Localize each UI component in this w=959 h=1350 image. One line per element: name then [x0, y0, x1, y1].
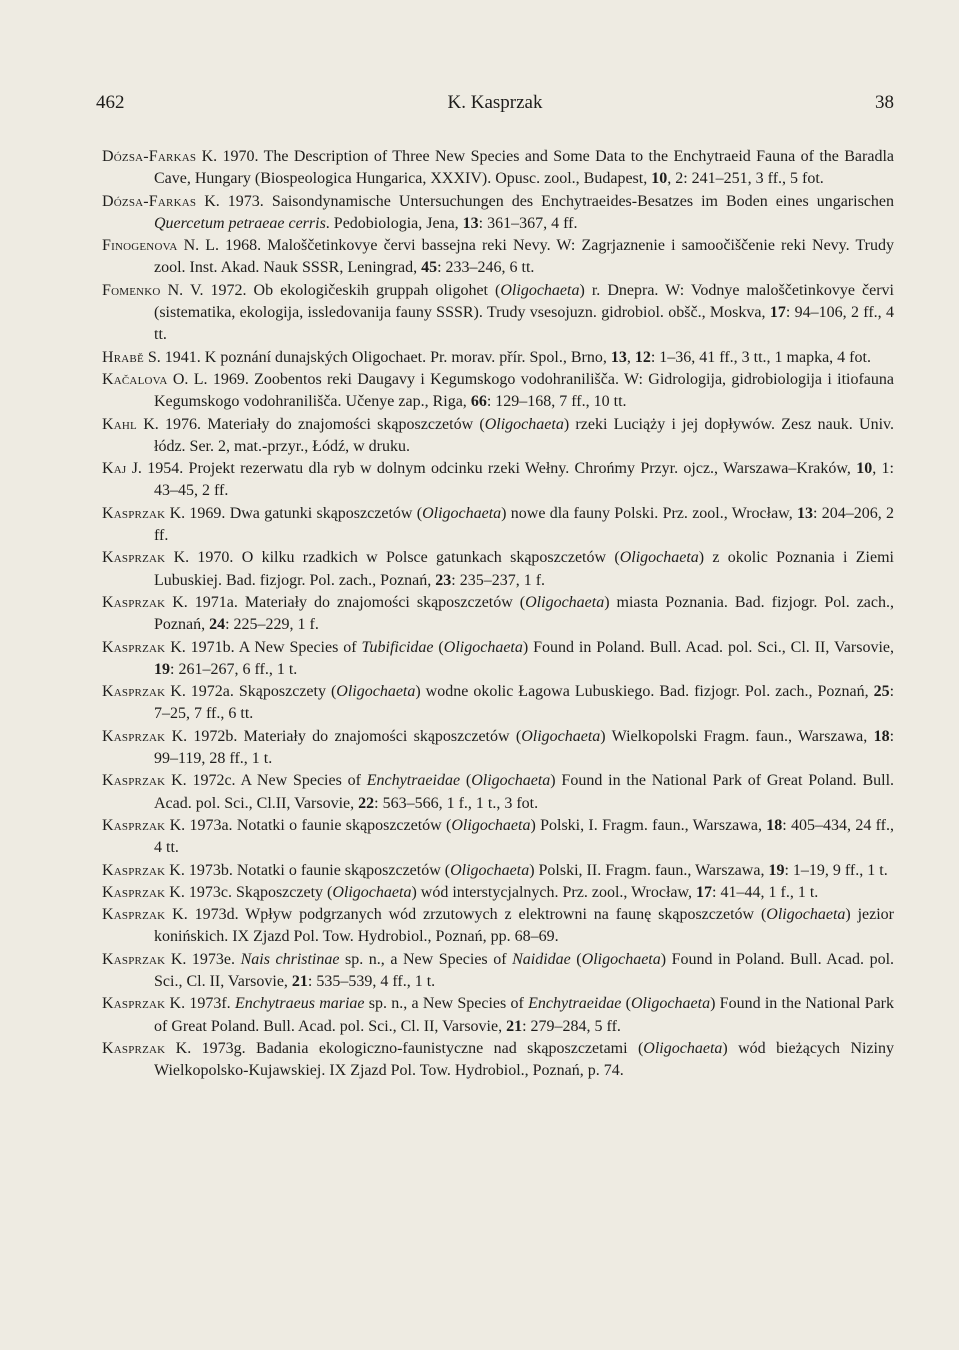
reference-author: Kasprzak [102, 995, 166, 1013]
reference-text: ) rzeki Luciąży i jej dopływów. Zesz nauk. Univ. łódz. Ser. 2, mat.-przyr., Łódź, w druku. [154, 415, 894, 455]
reference-entry [102, 235, 894, 280]
reference-text: J. 1954. Projekt rezerwatu dla ryb w dolnym odcinku rzeki Wełny. Chrońmy Przyr. ojcz., Warszawa–Kraków, [126, 460, 857, 478]
reference-text: K. 1972a. Skąposzczety ( [165, 683, 337, 701]
reference-text: : 361–367, 4 ff. [478, 214, 578, 232]
running-head-author: K. Kasprzak [447, 92, 543, 113]
reference-text: ) miasta Poznania. Bad. fizjogr. Pol. zach., Poznań, [154, 593, 894, 634]
reference-text: ( [621, 995, 631, 1013]
reference-entry [102, 681, 894, 726]
reference-author: Fomenko [102, 281, 161, 299]
italic-text: Oligochaeta [643, 1039, 723, 1057]
reference-author: Kasprzak [102, 950, 166, 968]
reference-author: Dózsa-Farkas [102, 148, 197, 165]
italic-text: Enchytraeidae [366, 772, 461, 790]
reference-text: N. V. 1972. Ob ekologičeskih gruppah oligohet ( [160, 281, 501, 299]
bold-volume: 13 [610, 348, 627, 366]
reference-entry [102, 146, 894, 191]
reference-text: ) Found in the National Park of Great Poland. Bull. Acad. pol. Sci., Cl.II, Varsovie, [154, 772, 895, 812]
italic-text: Quercetum petraeae cerris [154, 214, 326, 232]
italic-text: Oligochaeta [332, 883, 412, 901]
reference-author: Finogenova [102, 237, 178, 255]
reference-text: ) z okolic Poznania i Ziemi Lubuskiej. Bad. fizjogr. Pol. zach., Poznań, [154, 549, 894, 589]
reference-list [0, 146, 959, 1082]
italic-text: Oligochaeta [471, 772, 551, 790]
reference-author: Kasprzak [102, 683, 166, 701]
reference-text: sp. n., a New Species of [364, 995, 529, 1013]
italic-text: Oligochaeta [336, 683, 416, 701]
italic-text: Naididae [512, 950, 571, 968]
reference-entry [102, 458, 894, 503]
reference-author: Kahl [102, 415, 137, 433]
reference-author: Dózsa-Farkas [102, 192, 197, 210]
reference-text: : 261–267, 6 ff., 1 t. [170, 660, 298, 678]
bold-volume: 21 [291, 972, 308, 990]
bold-volume: 22 [358, 794, 375, 812]
bold-volume: 18 [873, 727, 890, 745]
reference-text: N. L. 1968. Maloščetinkovye červi bassejna reki Nevy. W: Zagrjaznenie i samoočiščenie reki Nevy. Trudy zool. Inst. Akad. Nauk SSSR, Leningrad, [154, 237, 894, 277]
bold-volume: 17 [769, 304, 786, 322]
reference-text: ) Found in Poland. Bull. Acad. pol. Sci., Cl. II, Varsovie, [522, 638, 895, 656]
reference-text: ) Polski, II. Fragm. faun., Warszawa, [529, 861, 769, 879]
reference-text: : 225–229, 1 f. [225, 616, 319, 634]
italic-text: Enchytraeus mariae [234, 995, 365, 1013]
reference-text: ( [433, 638, 444, 656]
reference-text: ) Found in Poland. Bull. Acad. pol. Sci., Cl. II, Varsovie, [154, 950, 895, 990]
reference-text: K. 1971b. A New Species of [165, 638, 362, 656]
reference-author: Kaj [102, 460, 127, 478]
reference-text: K. 1970. O kilku rzadkich w Polsce gatunkach skąposzczetów ( [165, 549, 620, 567]
reference-text: , 1: 43–45, 2 ff. [154, 460, 894, 500]
reference-author: Kasprzak [102, 883, 166, 901]
italic-text: Oligochaeta [484, 415, 564, 433]
reference-text: ) jezior konińskich. IX Zjazd Pol. Tow. Hydrobiol., Poznań, pp. 68–69. [154, 906, 895, 946]
bold-volume: 10 [856, 460, 873, 478]
reference-entry [102, 592, 894, 637]
reference-text: K. 1971a. Materiały do znajomości skąposzczetów ( [165, 593, 526, 611]
italic-text: Oligochaeta [450, 861, 530, 879]
bold-volume: 13 [462, 214, 479, 232]
reference-text: : 279–284, 5 ff. [522, 1017, 621, 1035]
bold-volume: 25 [873, 683, 890, 701]
reference-entry [102, 860, 894, 882]
reference-text: K. 1972c. A New Species of [165, 772, 367, 790]
reference-entry [102, 949, 894, 994]
reference-text: K. 1973a. Notatki o faunie skąposzczetów ( [165, 816, 452, 834]
italic-text: Oligochaeta [521, 727, 601, 745]
bold-volume: 66 [470, 393, 487, 411]
reference-text: ( [570, 950, 582, 968]
reference-text: : 1–19, 9 ff., 1 t. [784, 861, 888, 879]
reference-text: K. 1973e. [165, 950, 241, 968]
reference-text: sp. n., a New Species of [339, 950, 513, 968]
italic-text: Tubificidae [361, 638, 434, 656]
running-header [96, 92, 894, 120]
reference-entry [102, 1038, 894, 1083]
reference-text: , [626, 348, 635, 366]
reference-text: : 204–206, 2 ff. [154, 504, 895, 545]
bold-volume: 17 [696, 883, 713, 901]
bold-volume: 45 [421, 259, 438, 277]
reference-text: K. 1973f. [165, 995, 235, 1013]
italic-text: Oligochaeta [443, 638, 523, 656]
reference-entry [102, 280, 894, 347]
reference-text: : 535–539, 4 ff., 1 t. [307, 972, 436, 990]
reference-entry [102, 815, 894, 860]
reference-text: ) Found in the National Park of Great Poland. Bull. Acad. pol. Sci., Cl. II, Varsovie, [154, 995, 895, 1035]
reference-text: ) wód interstycjalnych. Prz. zool., Wrocław, [411, 883, 697, 901]
reference-entry [102, 726, 894, 771]
reference-text: : 94–106, 2 ff., 4 tt. [154, 304, 895, 344]
reference-entry [102, 191, 894, 236]
italic-text: Oligochaeta [581, 950, 661, 968]
reference-text: K. 1973c. Skąposzczety ( [165, 883, 333, 901]
reference-text: ) wód bieżących Niziny Wielkopolsko-Kujawskiej. IX Zjazd Pol. Tow. Hydrobiol., Poznań, p. 74. [154, 1039, 894, 1080]
italic-text: Oligochaeta [451, 816, 531, 834]
reference-author: Kasprzak [102, 772, 166, 790]
reference-text: : 233–246, 6 tt. [437, 259, 535, 277]
reference-text: K. 1973. Saisondynamische Untersuchungen des Enchytraeides-Besatzes im Boden eines ungarischen [196, 192, 894, 210]
reference-entry [102, 414, 894, 459]
reference-text: K. 1969. Dwa gatunki skąposzczetów ( [165, 504, 423, 522]
italic-text: Oligochaeta [619, 549, 699, 567]
reference-text: O. L. 1969. Zoobentos reki Daugavy i Kegumskogo vodohranilišča. W: Gidrologija, gidrobiologija i itiofauna Kegumskogo vodohranilišča. Učenye zap., Riga, [154, 370, 894, 411]
section-number: 38 [875, 92, 894, 113]
reference-text: ) Polski, I. Fragm. faun., Warszawa, [530, 816, 767, 834]
reference-author: Kasprzak [102, 861, 166, 879]
bold-volume: 23 [435, 571, 452, 589]
reference-text: K. 1973d. Wpływ podgrzanych wód zrzutowych z elektrowni na faunę skąposzczetów ( [165, 906, 767, 924]
reference-author: Kasprzak [102, 638, 166, 656]
reference-text: : 99–119, 28 ff., 1 t. [154, 727, 895, 768]
italic-text: Enchytraeidae [528, 995, 622, 1013]
reference-entry [102, 770, 894, 815]
reference-author: Hrabě [102, 348, 144, 366]
reference-text: : 563–566, 1 f., 1 t., 3 fot. [374, 794, 539, 812]
reference-text: : 41–44, 1 f., 1 t. [712, 883, 819, 901]
reference-entry [102, 637, 894, 682]
reference-text: ) wodne okolic Łagowa Lubuskiego. Bad. fizjogr. Pol. zach., Poznań, [415, 683, 874, 701]
reference-entry [102, 882, 894, 904]
reference-text: K. 1973g. Badania ekologiczno-faunistyczne nad skąposzczetami ( [165, 1039, 644, 1057]
reference-text: K. 1976. Materiały do znajomości skąposzczetów ( [136, 415, 485, 433]
reference-entry [102, 904, 894, 949]
page-number: 462 [96, 92, 125, 113]
reference-author: Kasprzak [102, 816, 166, 834]
reference-author: Kačalova [102, 370, 168, 388]
reference-author: Kasprzak [102, 504, 166, 522]
reference-text: : 7–25, 7 ff., 6 tt. [154, 683, 895, 723]
italic-text: Oligochaeta [525, 593, 605, 611]
reference-text: . Pedobiologia, Jena, [325, 214, 463, 232]
bold-volume: 10 [651, 170, 668, 188]
reference-text: : 1–36, 41 ff., 3 tt., 1 mapka, 4 fot. [650, 348, 871, 366]
reference-text: K. 1973b. Notatki o faunie skąposzczetów ( [165, 861, 451, 879]
italic-text: Nais christinae [240, 950, 340, 968]
reference-text: ) r. Dnepra. W: Vodnye maloščetinkovye červi (sistematika, ekologija, issledovanija fauny SSSR). Trudy vsesojuzn. gidrobiol. obšč., Moskva, [154, 281, 895, 322]
bold-volume: 24 [209, 616, 226, 634]
reference-text: K. 1970. The Description of Three New Species and Some Data to the Enchytraeid Fauna of the Baradla Cave, Hungary (Biospeologica Hungarica, XXXIV). Opusc. zool., Budapest, [154, 148, 894, 188]
bold-volume: 19 [154, 660, 170, 678]
italic-text: Oligochaeta [766, 906, 846, 924]
reference-entry [102, 369, 894, 414]
reference-text: S. 1941. K poznání dunajských Oligochaet. Pr. morav. přír. Spol., Brno, [143, 348, 611, 366]
reference-text: : 235–237, 1 f. [451, 571, 546, 589]
bold-volume: 21 [506, 1017, 523, 1035]
bold-volume: 12 [634, 348, 651, 366]
reference-author: Kasprzak [102, 593, 166, 611]
reference-author: Kasprzak [102, 1039, 166, 1057]
bold-volume: 18 [766, 816, 783, 834]
italic-text: Oligochaeta [630, 995, 711, 1013]
reference-entry [102, 547, 894, 592]
bold-volume: 19 [768, 861, 785, 879]
reference-text: : 129–168, 7 ff., 10 tt. [486, 393, 627, 411]
italic-text: Oligochaeta [422, 504, 502, 522]
reference-text: ) Wielkopolski Fragm. faun., Warszawa, [600, 727, 874, 745]
italic-text: Oligochaeta [500, 281, 580, 299]
bold-volume: 13 [796, 504, 813, 522]
reference-author: Kasprzak [102, 549, 166, 567]
reference-text: ( [460, 772, 472, 790]
reference-author: Kasprzak [102, 727, 166, 745]
reference-entry [102, 503, 894, 548]
reference-text: K. 1972b. Materiały do znajomości skąposzczetów ( [165, 727, 522, 745]
reference-text: : 405–434, 24 ff., 4 tt. [154, 816, 895, 857]
reference-author: Kasprzak [102, 906, 166, 924]
reference-text: ) nowe dla fauny Polski. Prz. zool., Wrocław, [501, 504, 797, 522]
reference-text: , 2: 241–251, 3 ff., 5 fot. [667, 170, 824, 188]
reference-entry [102, 993, 894, 1038]
reference-entry [102, 347, 894, 369]
